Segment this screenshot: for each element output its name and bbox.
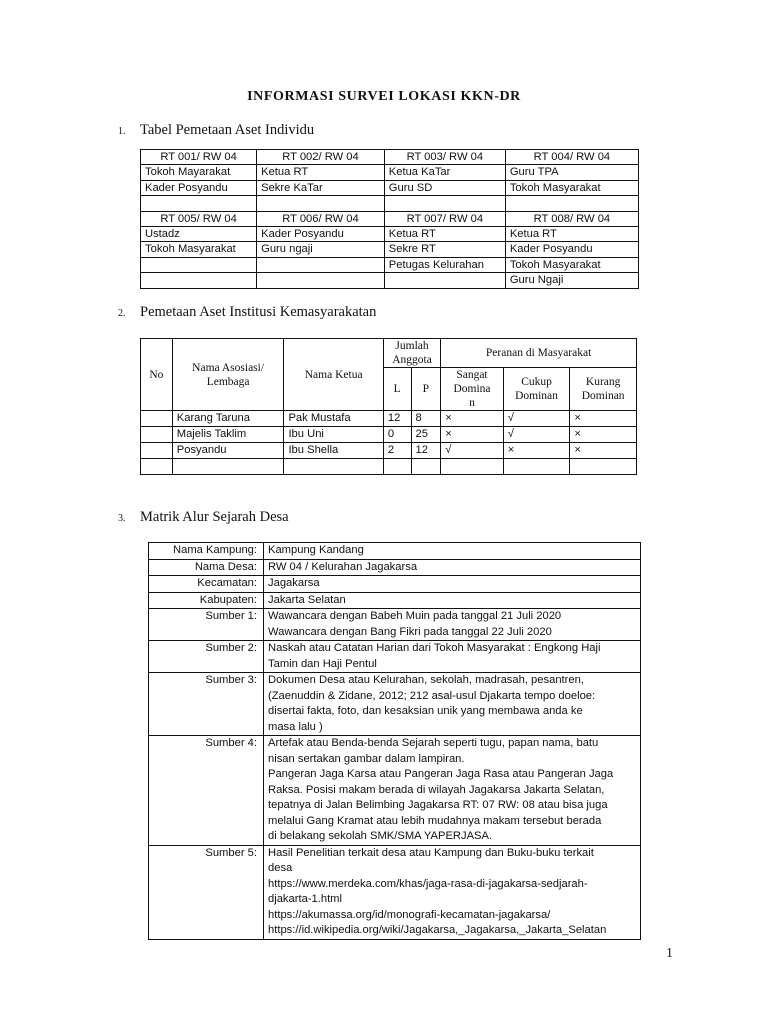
table-row <box>141 427 637 443</box>
table-cell: Guru ngaji <box>257 242 385 257</box>
table-cell <box>257 273 385 288</box>
matrix-label: Nama Kampung: <box>149 543 264 560</box>
table-cell: Tokoh Masyarakat <box>141 242 257 257</box>
matrix-row <box>149 609 641 641</box>
matrix-row <box>149 673 641 736</box>
matrix-value-line: melalui Gang Kramat atau lebih mudahnya makam tersebut berada <box>268 814 602 827</box>
cell-kurang: × <box>570 411 637 427</box>
table-cell: Ketua KaTar <box>384 165 505 180</box>
matrix-value-line: https://akumassa.org/id/monografi-kecamatan-jagakarsa/ <box>268 908 551 921</box>
table-row <box>141 196 639 211</box>
header-line: Nama Asosiasi/ <box>192 361 265 374</box>
table-cell: Ketua RT <box>505 226 638 241</box>
header-line: Lembaga <box>206 375 250 388</box>
section-title: Pemetaan Aset Institusi Kemasyarakatan <box>140 304 377 320</box>
table-row <box>141 459 637 475</box>
cell-p: 8 <box>411 411 441 427</box>
matrix-value-line: masa lalu ) <box>268 720 323 733</box>
table-cell: Petugas Kelurahan <box>384 257 505 272</box>
header-line: Jumlah <box>395 340 429 352</box>
cell-ketua: Ibu Shella <box>284 443 383 459</box>
cell-nama: Majelis Taklim <box>172 427 284 443</box>
matrix-label: Sumber 5: <box>149 845 264 939</box>
matrix-row <box>149 736 641 846</box>
matrix-value-line: Raksa. Posisi makam berada di wilayah Jagakarsa Jakarta Selatan, <box>268 783 605 796</box>
institution-asset-table <box>140 338 637 475</box>
matrix-row <box>149 845 641 939</box>
table-row <box>141 150 639 165</box>
section-heading-3 <box>118 509 289 526</box>
matrix-label: Sumber 1: <box>149 609 264 641</box>
matrix-value-line: Naskah atau Catatan Harian dari Tokoh Masyarakat : Engkong Haji <box>268 642 601 654</box>
header-line: Dominan <box>581 390 625 402</box>
header-nama-ketua: Nama Ketua <box>284 339 383 411</box>
cell-nama: Karang Taruna <box>172 411 284 427</box>
header-line: Anggota <box>392 354 432 366</box>
header-peranan: Peranan di Masyarakat <box>441 339 637 368</box>
table-row <box>141 257 639 272</box>
section-title: Matrik Alur Sejarah Desa <box>140 509 289 525</box>
cell-p <box>411 459 441 475</box>
matrix-value-line: Kampung Kandang <box>268 544 364 556</box>
individual-asset-table <box>140 149 639 289</box>
cell-nama <box>172 459 284 475</box>
cell-cukup: √ <box>503 427 570 443</box>
matrix-label: Sumber 4: <box>149 736 264 846</box>
table-cell: Guru Ngaji <box>505 273 638 288</box>
table-cell <box>505 196 638 211</box>
cell-no <box>141 443 173 459</box>
header-jumlah-anggota <box>383 339 440 368</box>
cell-nama: Posyandu <box>172 443 284 459</box>
matrix-row <box>149 592 641 609</box>
header-line: Domina <box>453 383 491 395</box>
matrix-value-line: Wawancara dengan Bang Fikri pada tanggal 22 Juli 2020 <box>268 625 552 638</box>
matrix-value-line: Pangeran Jaga Karsa atau Pangeran Jaga Rasa atau Pangeran Jaga <box>268 768 614 780</box>
document-title: INFORMASI SURVEI LOKASI KKN-DR <box>247 89 521 104</box>
table-cell: Ketua RT <box>257 165 385 180</box>
table-cell: RT 005/ RW 04 <box>141 211 257 226</box>
matrix-value-line: https://id.wikipedia.org/wiki/Jagakarsa,_Jagakarsa,_Jakarta_Selatan <box>268 924 607 936</box>
matrix-value-line: tepatnya di Jalan Belimbing Jagakarsa RT: 07 RW: 08 atau bisa juga <box>268 799 608 811</box>
cell-ketua: Pak Mustafa <box>284 411 383 427</box>
matrix-row <box>149 543 641 560</box>
cell-p: 25 <box>411 427 441 443</box>
matrix-value <box>264 592 641 609</box>
cell-cukup: × <box>503 443 570 459</box>
table-cell <box>257 257 385 272</box>
table-cell: RT 003/ RW 04 <box>384 150 505 165</box>
village-history-matrix <box>148 542 641 940</box>
table-cell: Ketua RT <box>384 226 505 241</box>
header-line: n <box>469 397 475 409</box>
cell-ketua: Ibu Uni <box>284 427 383 443</box>
cell-sangat: √ <box>441 443 504 459</box>
table-row <box>141 165 639 180</box>
matrix-value-line: nisan sertakan gambar dalam lampiran. <box>268 752 465 765</box>
table-cell <box>384 196 505 211</box>
matrix-value-line: disertai fakta, foto, dan kesaksian unik yang membawa anda ke <box>268 705 583 717</box>
cell-l <box>383 459 411 475</box>
section-heading-2 <box>118 304 376 321</box>
cell-cukup: √ <box>503 411 570 427</box>
matrix-value-line: Jagakarsa <box>268 577 320 589</box>
table-row <box>141 242 639 257</box>
cell-sangat: × <box>441 427 504 443</box>
header-kurang-dominan <box>570 368 637 411</box>
table-cell: Tokoh Masyarakat <box>505 257 638 272</box>
table-cell: Tokoh Mayarakat <box>141 165 257 180</box>
matrix-label: Sumber 3: <box>149 673 264 736</box>
matrix-value <box>264 673 641 736</box>
cell-cukup <box>503 459 570 475</box>
matrix-value-line: Jakarta Selatan <box>268 593 346 606</box>
cell-l: 12 <box>383 411 411 427</box>
table-cell: Sekre KaTar <box>257 180 385 195</box>
matrix-label: Sumber 2: <box>149 641 264 673</box>
matrix-label: Kecamatan: <box>149 576 264 593</box>
table-row <box>141 273 639 288</box>
matrix-row <box>149 559 641 576</box>
matrix-value <box>264 609 641 641</box>
table-cell: Ustadz <box>141 226 257 241</box>
cell-kurang <box>570 459 637 475</box>
table-cell <box>257 196 385 211</box>
matrix-value-line: Artefak atau Benda-benda Sejarah seperti tugu, papan nama, batu <box>268 737 599 749</box>
matrix-row <box>149 576 641 593</box>
header-line: Kurang <box>585 376 621 388</box>
cell-no <box>141 459 173 475</box>
matrix-value-line: Wawancara dengan Babeh Muin pada tanggal 21 Juli 2020 <box>268 610 562 622</box>
section-title: Tabel Pemetaan Aset Individu <box>140 122 315 138</box>
table-cell: Kader Posyandu <box>505 242 638 257</box>
table-cell: RT 008/ RW 04 <box>505 211 638 226</box>
matrix-value-line: (Zaenuddin & Zidane, 2012; 212 asal-usul Djakarta tempo doeloe: <box>268 689 596 702</box>
header-l: L <box>383 368 411 411</box>
table-header-row <box>141 339 637 368</box>
section-number: 2. <box>118 308 126 319</box>
table-cell: Sekre RT <box>384 242 505 257</box>
section-number: 1. <box>118 126 126 137</box>
cell-l: 2 <box>383 443 411 459</box>
header-line: Cukup <box>521 376 552 388</box>
table-row <box>141 411 637 427</box>
table-row <box>141 226 639 241</box>
table-row <box>141 180 639 195</box>
table-cell <box>141 196 257 211</box>
matrix-value <box>264 576 641 593</box>
table-cell: Guru TPA <box>505 165 638 180</box>
table-cell: RT 001/ RW 04 <box>141 150 257 165</box>
header-no: No <box>141 339 173 411</box>
table-cell <box>384 273 505 288</box>
matrix-value-line: desa <box>268 862 293 874</box>
header-p: P <box>411 368 441 411</box>
section-number: 3. <box>118 513 126 524</box>
table-cell: Tokoh Masyarakat <box>505 180 638 195</box>
section-heading-1 <box>118 122 314 139</box>
table-row <box>141 443 637 459</box>
cell-kurang: × <box>570 427 637 443</box>
matrix-value-line: Dokumen Desa atau Kelurahan, sekolah, madrasah, pesantren, <box>268 674 584 686</box>
header-line: Dominan <box>515 390 558 402</box>
header-sangat-dominan <box>441 368 504 411</box>
table-cell <box>141 273 257 288</box>
matrix-value-line: https://www.merdeka.com/khas/jaga-rasa-di-jagakarsa-sedjarah- <box>268 877 588 890</box>
matrix-value-line: di belakang sekolah SMK/SMA YAPERJASA. <box>268 830 493 842</box>
matrix-label: Nama Desa: <box>149 559 264 576</box>
table-cell: RT 007/ RW 04 <box>384 211 505 226</box>
table-cell: Kader Posyandu <box>141 180 257 195</box>
matrix-value-line: RW 04 / Kelurahan Jagakarsa <box>268 560 418 573</box>
matrix-label: Kabupaten: <box>149 592 264 609</box>
table-cell: Guru SD <box>384 180 505 195</box>
page-number: 1 <box>666 946 673 961</box>
matrix-value-line: Tamin dan Haji Pentul <box>268 657 377 670</box>
matrix-value <box>264 543 641 560</box>
cell-no <box>141 427 173 443</box>
cell-l: 0 <box>383 427 411 443</box>
table-cell: RT 006/ RW 04 <box>257 211 385 226</box>
matrix-value-line: djakarta-1.html <box>268 893 342 905</box>
matrix-value <box>264 641 641 673</box>
header-nama-asosiasi <box>172 339 284 411</box>
cell-ketua <box>284 459 383 475</box>
table-row <box>141 211 639 226</box>
matrix-value <box>264 845 641 939</box>
header-cukup-dominan <box>503 368 570 411</box>
cell-kurang: × <box>570 443 637 459</box>
table-cell: Kader Posyandu <box>257 226 385 241</box>
cell-no <box>141 411 173 427</box>
cell-sangat: × <box>441 411 504 427</box>
header-line: Sangat <box>456 369 488 381</box>
cell-sangat <box>441 459 504 475</box>
cell-p: 12 <box>411 443 441 459</box>
table-cell: RT 002/ RW 04 <box>257 150 385 165</box>
matrix-row <box>149 641 641 673</box>
matrix-value-line: Hasil Penelitian terkait desa atau Kampung dan Buku-buku terkait <box>268 846 594 859</box>
table-cell: RT 004/ RW 04 <box>505 150 638 165</box>
table-cell <box>141 257 257 272</box>
matrix-value <box>264 736 641 846</box>
matrix-value <box>264 559 641 576</box>
